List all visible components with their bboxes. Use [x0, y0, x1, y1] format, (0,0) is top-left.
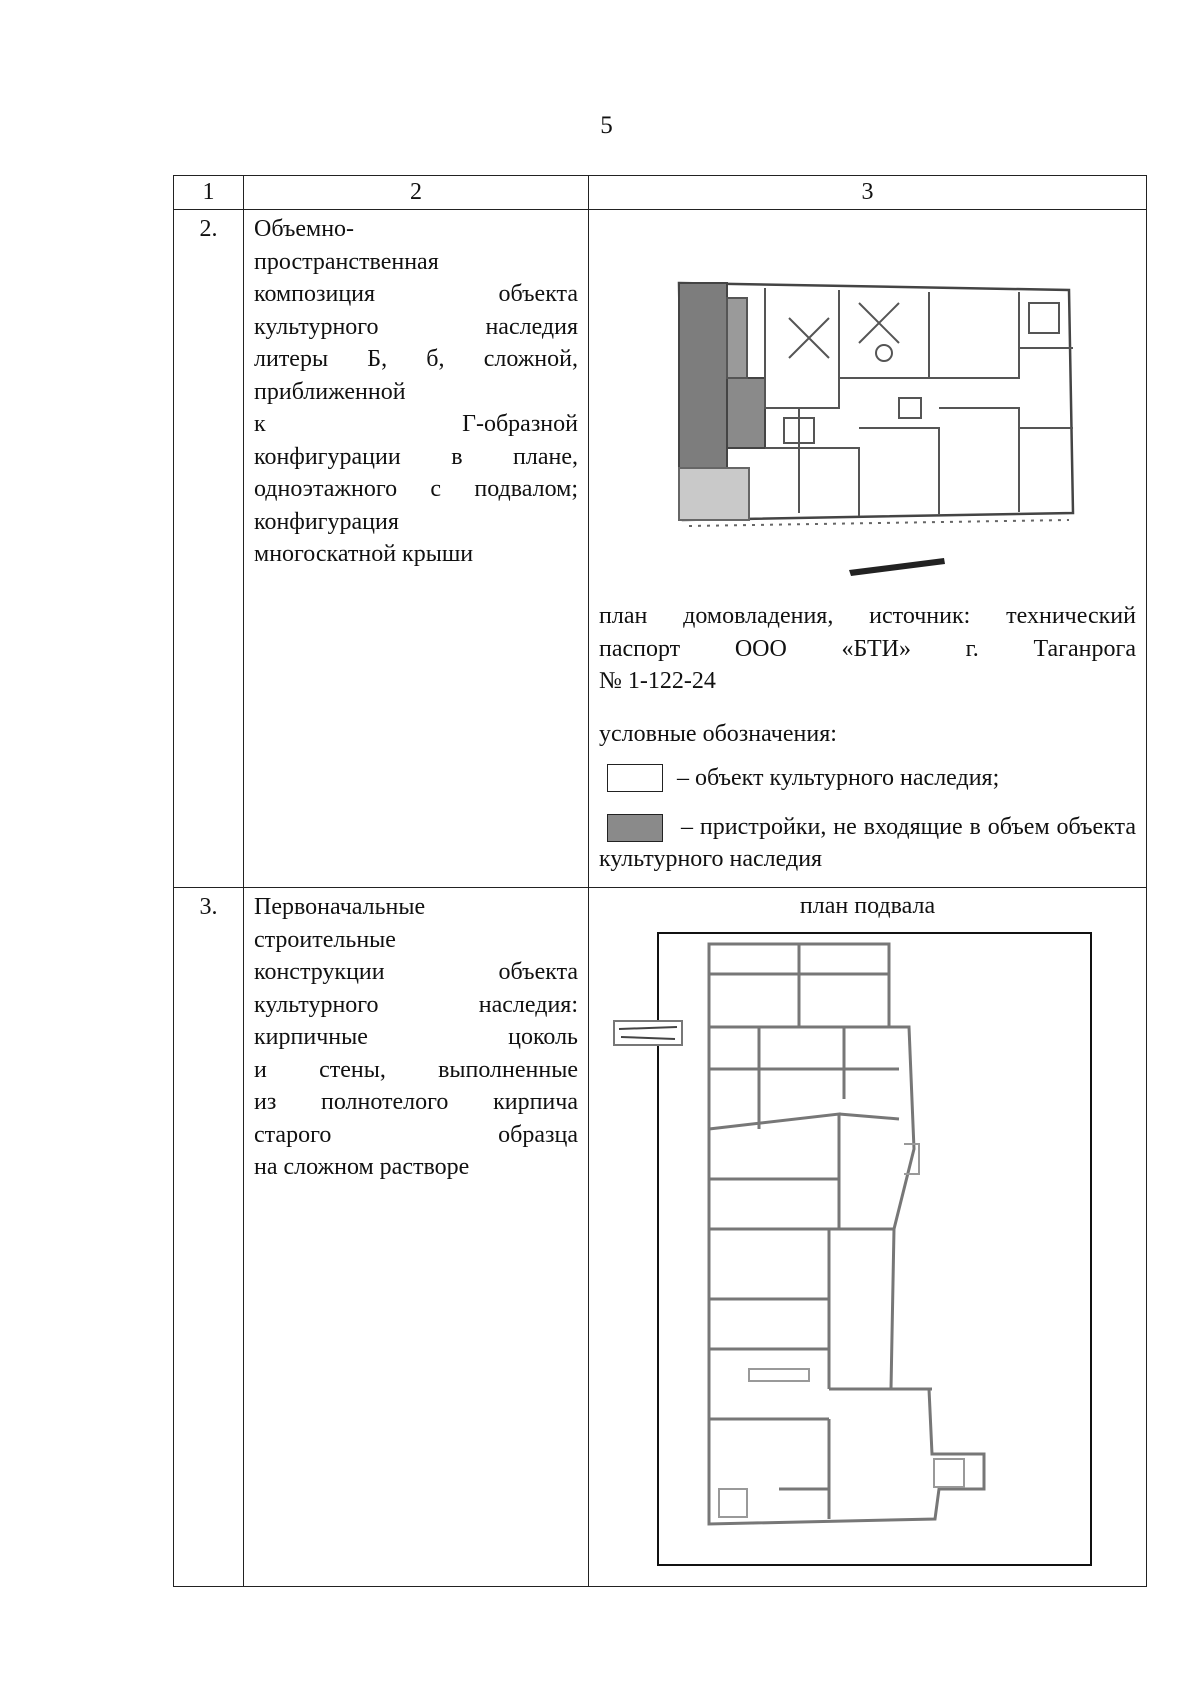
table-row [174, 210, 1147, 888]
description-line: конфигурация [254, 508, 399, 535]
description-line: Первоначальные [254, 894, 426, 920]
column-header-1: 1 [174, 176, 244, 210]
description-line: одноэтажного с подвалом; [254, 476, 578, 502]
column-header-3: 3 [589, 176, 1147, 210]
description-line: культурного наследия: [254, 991, 578, 1018]
basement-plan-title: план подвала [799, 893, 936, 919]
description-line: из полнотелого кирпича [254, 1089, 578, 1115]
description-line: многоскатной крыши [254, 541, 474, 567]
description-line: Объемно- [254, 216, 355, 242]
site-plan-image [599, 258, 1137, 598]
row-illustration [589, 210, 1147, 888]
basement-plan-image [599, 929, 1137, 1569]
row-description [244, 888, 589, 1587]
description-line: строительные [254, 926, 396, 953]
legend-item [599, 762, 1136, 795]
table-row [174, 888, 1147, 1587]
legend-label: – объект культурного наследия; [677, 765, 1000, 791]
caption-line: план домовладения, источник: технический [599, 603, 1136, 629]
plan-caption [599, 600, 1136, 698]
legend-swatch-white [607, 764, 663, 792]
description-line: кирпичные цоколь [254, 1024, 578, 1050]
description-line: композиция объекта [254, 281, 578, 307]
row-illustration [589, 888, 1147, 1587]
description-line: приближенной [254, 378, 406, 405]
description-line: пространственная [254, 248, 439, 275]
legend-title: условные обозначения: [599, 720, 837, 747]
description-line: на сложном растворе [254, 1154, 470, 1180]
row-number: 2. [174, 210, 244, 888]
column-header-2: 2 [244, 176, 589, 210]
caption-line: № 1-122-24 [599, 668, 716, 694]
description-line: и стены, выполненные [254, 1056, 578, 1083]
heritage-table [173, 175, 1147, 1587]
caption-line: паспорт ООО «БТИ» г. Таганрога [599, 635, 1136, 662]
legend-swatch-grey [607, 814, 663, 842]
description-line: литеры Б, б, сложной, [254, 346, 578, 372]
description-line: к Г-образной [254, 411, 578, 437]
row-description [244, 210, 589, 888]
row-number: 3. [174, 888, 244, 1587]
description-line: старого образца [254, 1121, 578, 1148]
legend-item [599, 811, 1136, 876]
page-number: 5 [600, 112, 613, 139]
description-line: конструкции объекта [254, 959, 578, 985]
legend-label: – пристройки, не входящие в объем объекта культурного наследия [599, 813, 1136, 872]
table-header-row [174, 176, 1147, 210]
description-line: конфигурации в плане, [254, 443, 578, 470]
description-line: культурного наследия [254, 313, 578, 340]
